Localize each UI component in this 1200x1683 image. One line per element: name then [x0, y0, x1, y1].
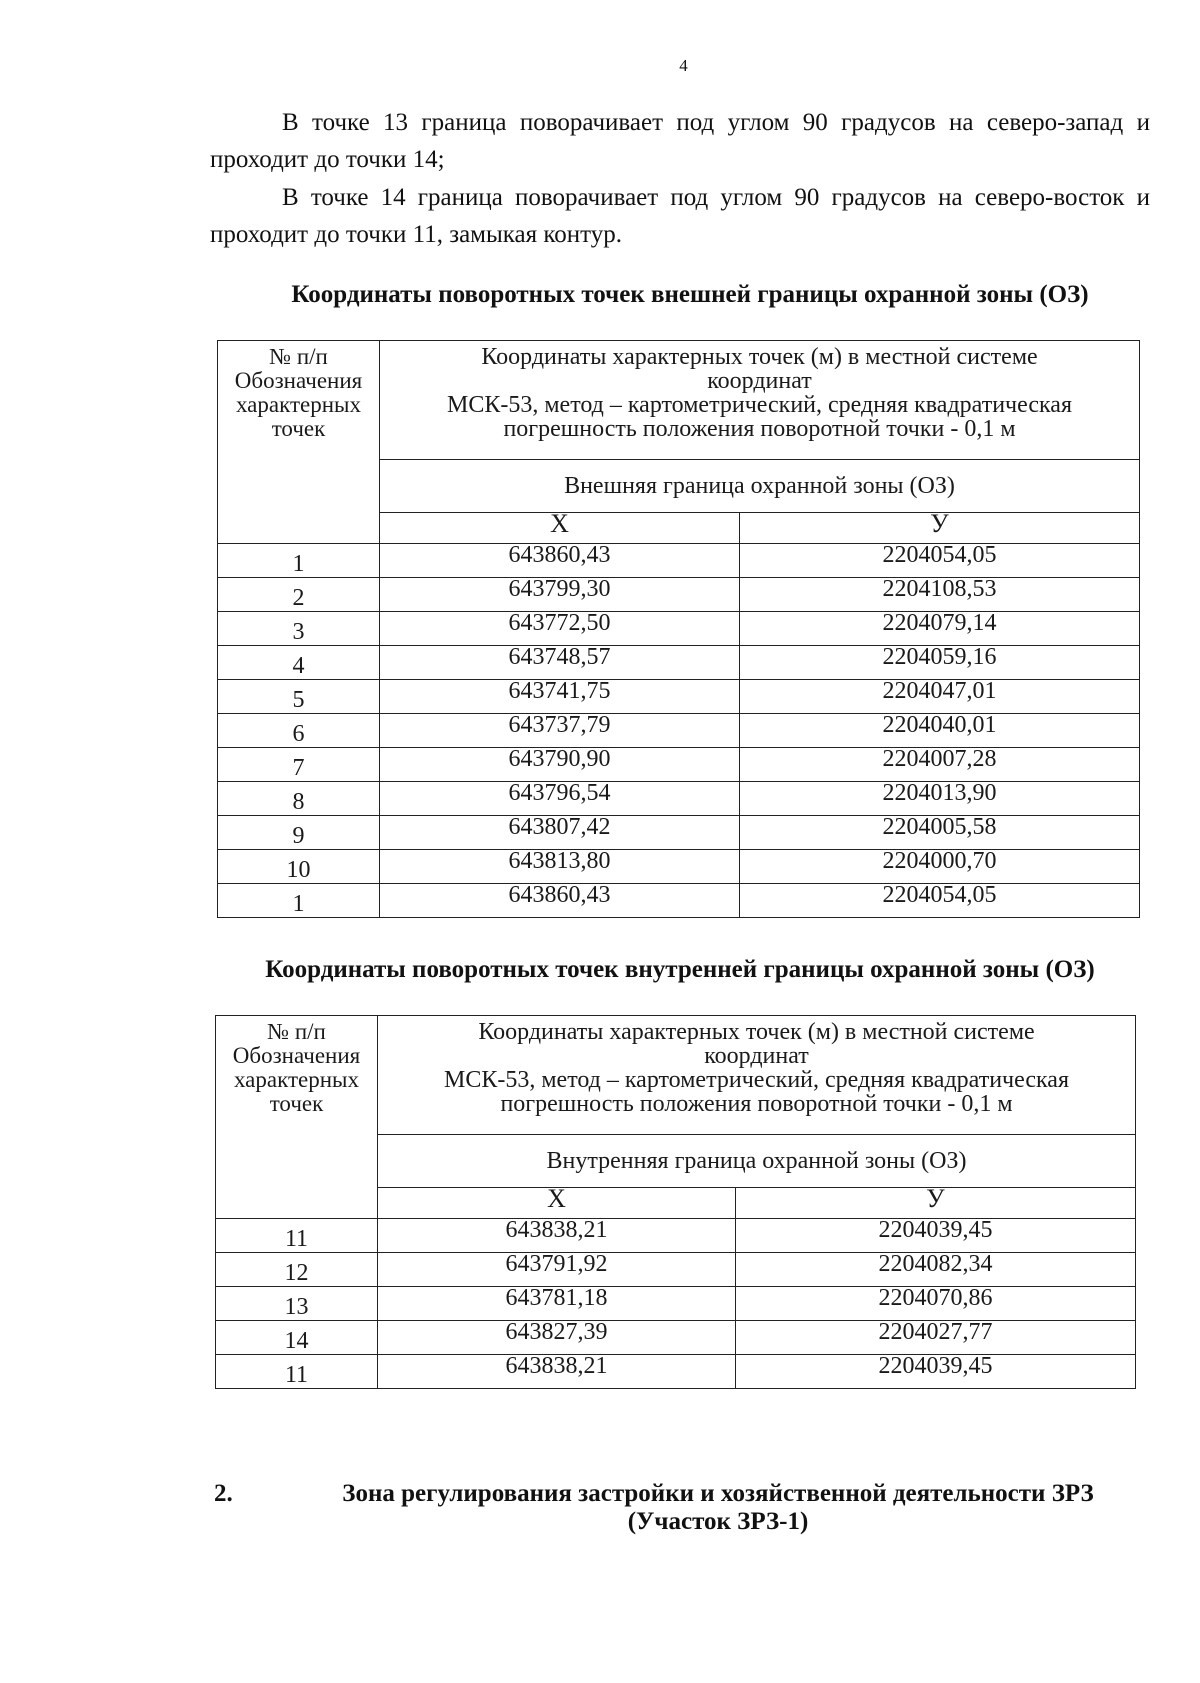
header-num-line: характерных — [235, 392, 361, 417]
point-number: 3 — [218, 612, 380, 646]
x-value: 643860,43 — [380, 884, 740, 918]
y-value: 2204040,01 — [740, 714, 1140, 748]
x-value: 643791,92 — [378, 1253, 736, 1287]
point-number: 4 — [218, 646, 380, 680]
header-col-x: Х — [380, 513, 740, 544]
inner-table-title: Координаты поворотных точек внутренней границы охранной зоны (ОЗ) — [265, 956, 1095, 983]
x-value: 643827,39 — [378, 1321, 736, 1355]
y-value: 2204007,28 — [740, 748, 1140, 782]
y-value: 2204027,77 — [736, 1321, 1136, 1355]
outer-table-title: Координаты поворотных точек внешней границы охранной зоны (ОЗ) — [291, 281, 1089, 308]
point-number: 6 — [218, 714, 380, 748]
table-row — [216, 1321, 1136, 1355]
y-value: 2204079,14 — [740, 612, 1140, 646]
header-zone-label: Внешняя граница охранной зоны (ОЗ) — [380, 460, 1140, 513]
y-value: 2204082,34 — [736, 1253, 1136, 1287]
header-zone-label: Внутренняя граница охранной зоны (ОЗ) — [378, 1135, 1136, 1188]
point-number: 14 — [216, 1321, 378, 1355]
header-col-y: У — [736, 1188, 1136, 1219]
y-value: 2204039,45 — [736, 1219, 1136, 1253]
table-row — [218, 680, 1140, 714]
x-value: 643772,50 — [380, 612, 740, 646]
header-point-designation — [216, 1016, 378, 1219]
table-row — [218, 782, 1140, 816]
x-value: 643796,54 — [380, 782, 740, 816]
outer-table-body — [218, 544, 1140, 918]
y-value: 2204013,90 — [740, 782, 1140, 816]
point-number: 9 — [218, 816, 380, 850]
header-num-line: № п/п — [267, 1019, 326, 1044]
x-value: 643799,30 — [380, 578, 740, 612]
header-coordinate-system — [380, 341, 1140, 460]
y-value: 2204054,05 — [740, 884, 1140, 918]
table-row — [218, 646, 1140, 680]
header-num-line: Обозначения — [232, 1043, 361, 1068]
section-title — [278, 1480, 1158, 1536]
point-number: 11 — [216, 1219, 378, 1253]
x-value: 643781,18 — [378, 1287, 736, 1321]
y-value: 2204047,01 — [740, 680, 1140, 714]
y-value: 2204108,53 — [740, 578, 1140, 612]
header-num-line: точек — [271, 416, 326, 441]
header-num-line: характерных — [233, 1067, 359, 1092]
table-row — [218, 612, 1140, 646]
header-coords-line: погрешность положения поворотной точки - 0,1 м — [500, 1091, 1013, 1117]
point-number: 2 — [218, 578, 380, 612]
header-num-line: точек — [269, 1091, 324, 1116]
y-value: 2204059,16 — [740, 646, 1140, 680]
paragraph-point-13: В точке 13 граница поворачивает под углом 90 градусов на северо-запад и проходит до точки 14; — [210, 109, 1150, 173]
x-value: 643860,43 — [380, 544, 740, 578]
point-number: 1 — [218, 544, 380, 578]
y-value: 2204054,05 — [740, 544, 1140, 578]
paragraph-point-14: В точке 14 граница поворачивает под углом 90 градусов на северо-восток и проходит до точки 11, замыкая контур. — [210, 184, 1150, 248]
section-title-line: (Участок ЗРЗ-1) — [627, 1508, 809, 1535]
header-coords-line: МСК-53, метод – картометрический, средняя квадратическая — [447, 392, 1072, 418]
table-row — [218, 714, 1140, 748]
table-row — [216, 1219, 1136, 1253]
header-num-line: Обозначения — [234, 368, 363, 393]
header-col-y: У — [740, 513, 1140, 544]
inner-boundary-table — [215, 1015, 1136, 1389]
table-row — [218, 884, 1140, 918]
header-coords-line: МСК-53, метод – картометрический, средняя квадратическая — [444, 1067, 1069, 1093]
x-value: 643737,79 — [380, 714, 740, 748]
point-number: 1 — [218, 884, 380, 918]
header-num-line: № п/п — [269, 344, 328, 369]
point-number: 12 — [216, 1253, 378, 1287]
table-row — [218, 850, 1140, 884]
header-coords-line: координат — [704, 1043, 809, 1069]
section-number: 2. — [214, 1480, 233, 1507]
header-col-x: Х — [378, 1188, 736, 1219]
point-number: 5 — [218, 680, 380, 714]
header-coordinate-system — [378, 1016, 1136, 1135]
x-value: 643748,57 — [380, 646, 740, 680]
table-row — [218, 578, 1140, 612]
point-number: 7 — [218, 748, 380, 782]
header-coords-line: координат — [707, 368, 812, 394]
point-number: 13 — [216, 1287, 378, 1321]
y-value: 2204000,70 — [740, 850, 1140, 884]
table-row — [218, 748, 1140, 782]
point-number: 11 — [216, 1355, 378, 1389]
x-value: 643838,21 — [378, 1219, 736, 1253]
outer-boundary-table — [217, 340, 1140, 918]
point-number: 8 — [218, 782, 380, 816]
x-value: 643790,90 — [380, 748, 740, 782]
x-value: 643813,80 — [380, 850, 740, 884]
table-row — [216, 1253, 1136, 1287]
header-coords-line: погрешность положения поворотной точки - 0,1 м — [503, 416, 1016, 442]
y-value: 2204039,45 — [736, 1355, 1136, 1389]
table-row — [218, 816, 1140, 850]
table-row — [218, 544, 1140, 578]
table-row — [216, 1287, 1136, 1321]
x-value: 643838,21 — [378, 1355, 736, 1389]
inner-table-body — [216, 1219, 1136, 1389]
header-point-designation — [218, 341, 380, 544]
section-title-line: Зона регулирования застройки и хозяйственной деятельности ЗРЗ — [342, 1480, 1094, 1507]
x-value: 643741,75 — [380, 680, 740, 714]
point-number: 10 — [218, 850, 380, 884]
y-value: 2204070,86 — [736, 1287, 1136, 1321]
page-number: 4 — [679, 56, 688, 75]
table-row — [216, 1355, 1136, 1389]
header-coords-line: Координаты характерных точек (м) в местной системе — [478, 1019, 1035, 1045]
header-coords-line: Координаты характерных точек (м) в местной системе — [481, 344, 1038, 370]
y-value: 2204005,58 — [740, 816, 1140, 850]
x-value: 643807,42 — [380, 816, 740, 850]
